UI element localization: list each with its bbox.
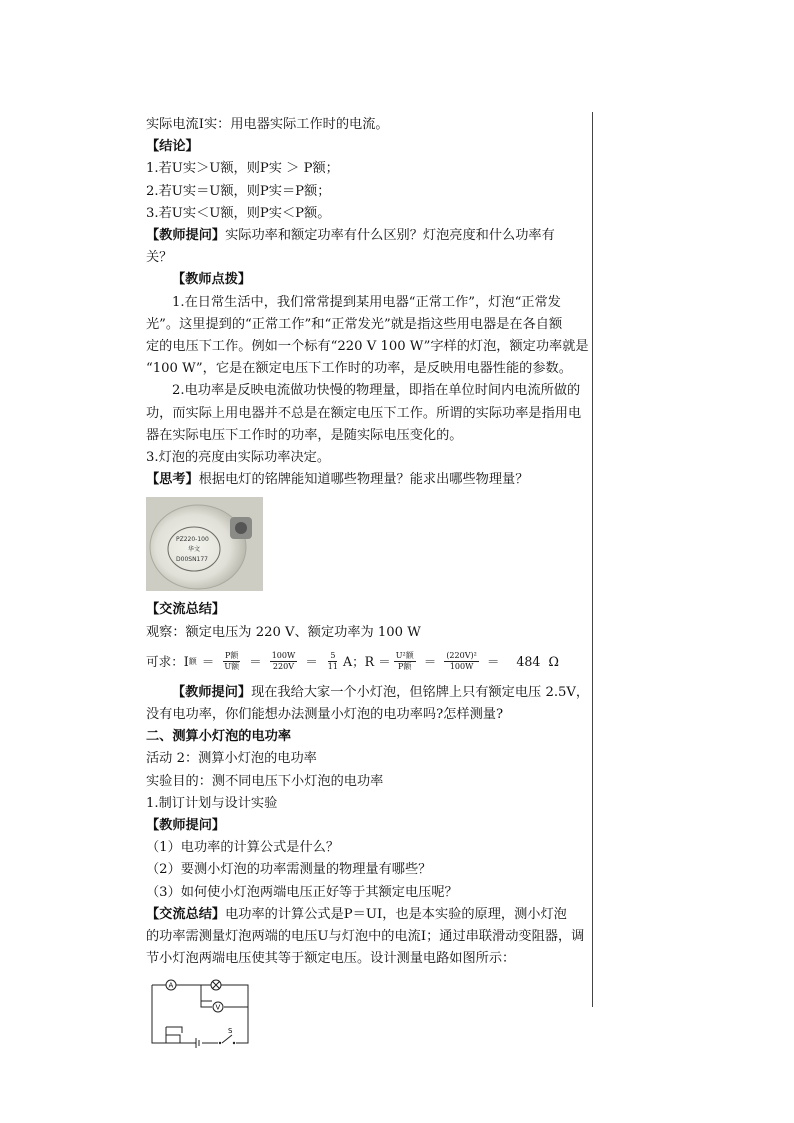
light-bulb-image	[146, 497, 263, 591]
text-line: “100 W”，它是在额定电压下工作时的功率，是反映用电器性能的参数。	[146, 361, 572, 377]
text-line	[146, 225, 586, 247]
text-line: 实验目的：测不同电压下小灯泡的电功率	[146, 773, 384, 789]
text-line: 2.若U实＝U额，则P实＝P额；	[146, 183, 331, 199]
fraction-values: $\frac{100W}{220V}$	[271, 651, 296, 672]
text-line	[146, 469, 586, 491]
circuit-svg	[146, 977, 256, 1053]
ammeter-label: A	[168, 981, 174, 989]
resistance-value: 484	[516, 653, 541, 669]
text-line: 实际电流I实：用电器实际工作时的电流。	[146, 117, 389, 132]
table-border-right	[592, 112, 593, 1007]
section-heading: 二、测算小灯泡的电功率	[146, 729, 292, 745]
text-line: 关？	[146, 250, 173, 266]
voltmeter-label: V	[215, 1003, 221, 1011]
fraction-r-values: $\frac{\text{(220V)²}}{100W}$	[446, 651, 477, 672]
text-line: 活动 2：测算小灯泡的电功率	[146, 751, 317, 767]
power-formula: 可求：I 额 ＝ $\frac{\text{P额}}{\text{U额}}$ ＝ $\frac{100W}{220V}$ ＝ $\frac{5}{11}$ A；R ＝ $\frac{\text{U²额}}{\text{P额}}$ ＝ $\frac{\text{(220V)²}}{100W}$ ＝ 484 Ω	[146, 651, 559, 672]
text-line: 没有电功率，你们能想办法测量小灯泡的电功率吗?怎样测量?	[146, 707, 504, 723]
text-line: 1.若U实＞U额，则P实 ＞ P额；	[146, 161, 339, 177]
bulb-label-line1: PZ220-100	[176, 536, 209, 544]
text-line: 定的电压下工作。例如一个标有“220 V 100 W”字样的灯泡，额定功率就是	[146, 339, 589, 355]
current-unit: A；R ＝	[342, 653, 391, 669]
text-line: 的功率需测量灯泡两端的电压U与灯泡中的电流I；通过串联滑动变阻器，调	[146, 929, 585, 945]
section-tag-teacher-question: 【教师提问】	[146, 818, 226, 834]
battery-symbol	[196, 1038, 199, 1048]
section-tag-summary: 【交流总结】	[146, 602, 226, 618]
section-tag-think: 【思考】	[146, 472, 199, 488]
text-line: 功，而实际上用电器并不总是在额定电压下工作。所谓的实际功率是指用电	[146, 405, 582, 421]
bulb-label-line3: D00SN177	[176, 556, 209, 564]
text-line: 3.灯泡的亮度由实际功率决定。	[146, 450, 331, 466]
text-line	[146, 682, 590, 704]
question-text: 现在我给大家一个小灯泡，但铭牌上只有额定电压 2.5V，	[251, 684, 590, 700]
bulb-photo	[146, 497, 263, 591]
think-text: 根据电灯的铭牌能知道哪些物理量？能求出哪些物理量？	[198, 472, 529, 488]
section-tag-teacher-question: 【教师提问】	[172, 684, 252, 700]
text-line: 3.若U实＜U额，则P实＜P额。	[146, 205, 331, 221]
text-line: 观察：额定电压为 220 V、额定功率为 100 W	[146, 624, 421, 640]
text-line: （1）电功率的计算公式是什么？	[146, 840, 340, 856]
section-tag-conclusion: 【结论】	[146, 139, 199, 155]
section-tag-teacher-question: 【教师提问】	[146, 228, 226, 244]
equals-sign: ＝	[201, 653, 215, 669]
text-line: （2）要测小灯泡的功率需测量的物理量有哪些？	[146, 862, 432, 878]
question-text: 实际功率和额定功率有什么区别？灯泡亮度和什么功率有	[225, 228, 555, 244]
fraction-u2-over-p: $\frac{\text{U²额}}{\text{P额}}$	[395, 651, 414, 672]
summary-text: 电功率的计算公式是P＝UI，也是本实验的原理，测小灯泡	[225, 906, 567, 922]
text-line: （3）如何使小灯泡两端电压正好等于其额定电压呢？	[146, 884, 458, 900]
text-line: 1.在日常生活中，我们常常提到某用电器“正常工作”，灯泡“正常发	[172, 294, 561, 310]
text-line: 1.制订计划与设计实验	[146, 795, 278, 811]
section-tag-teacher-guidance: 【教师点拨】	[172, 272, 252, 288]
switch-label: S	[228, 1026, 233, 1035]
section-tag-summary: 【交流总结】	[146, 906, 226, 922]
lesson-content	[146, 114, 590, 1061]
bulb-label-line2: 华文	[188, 546, 201, 554]
text-line: 节小灯泡两端电压使其等于额定电压。设计测量电路如图所示：	[146, 951, 516, 967]
circuit-diagram	[146, 977, 586, 1061]
fraction-result: $\frac{5}{11}$	[327, 651, 338, 672]
text-line: 器在实际电压下工作时的功率，是随实际电压变化的。	[146, 427, 463, 443]
resistance-unit: Ω	[548, 653, 559, 669]
formula-sub: 额	[188, 656, 197, 666]
text-line: 2.电功率是反映电流做功快慢的物理量，即指在单位时间内电流所做的	[172, 383, 581, 399]
text-line	[146, 904, 586, 926]
formula-lead: 可求：I	[146, 653, 189, 669]
fraction-p-over-u: $\frac{\text{P额}}{\text{U额}}$	[224, 651, 240, 672]
text-line: 光”。这里提到的“正常工作”和“正常发光”就是指这些用电器是在各自额	[146, 316, 563, 332]
